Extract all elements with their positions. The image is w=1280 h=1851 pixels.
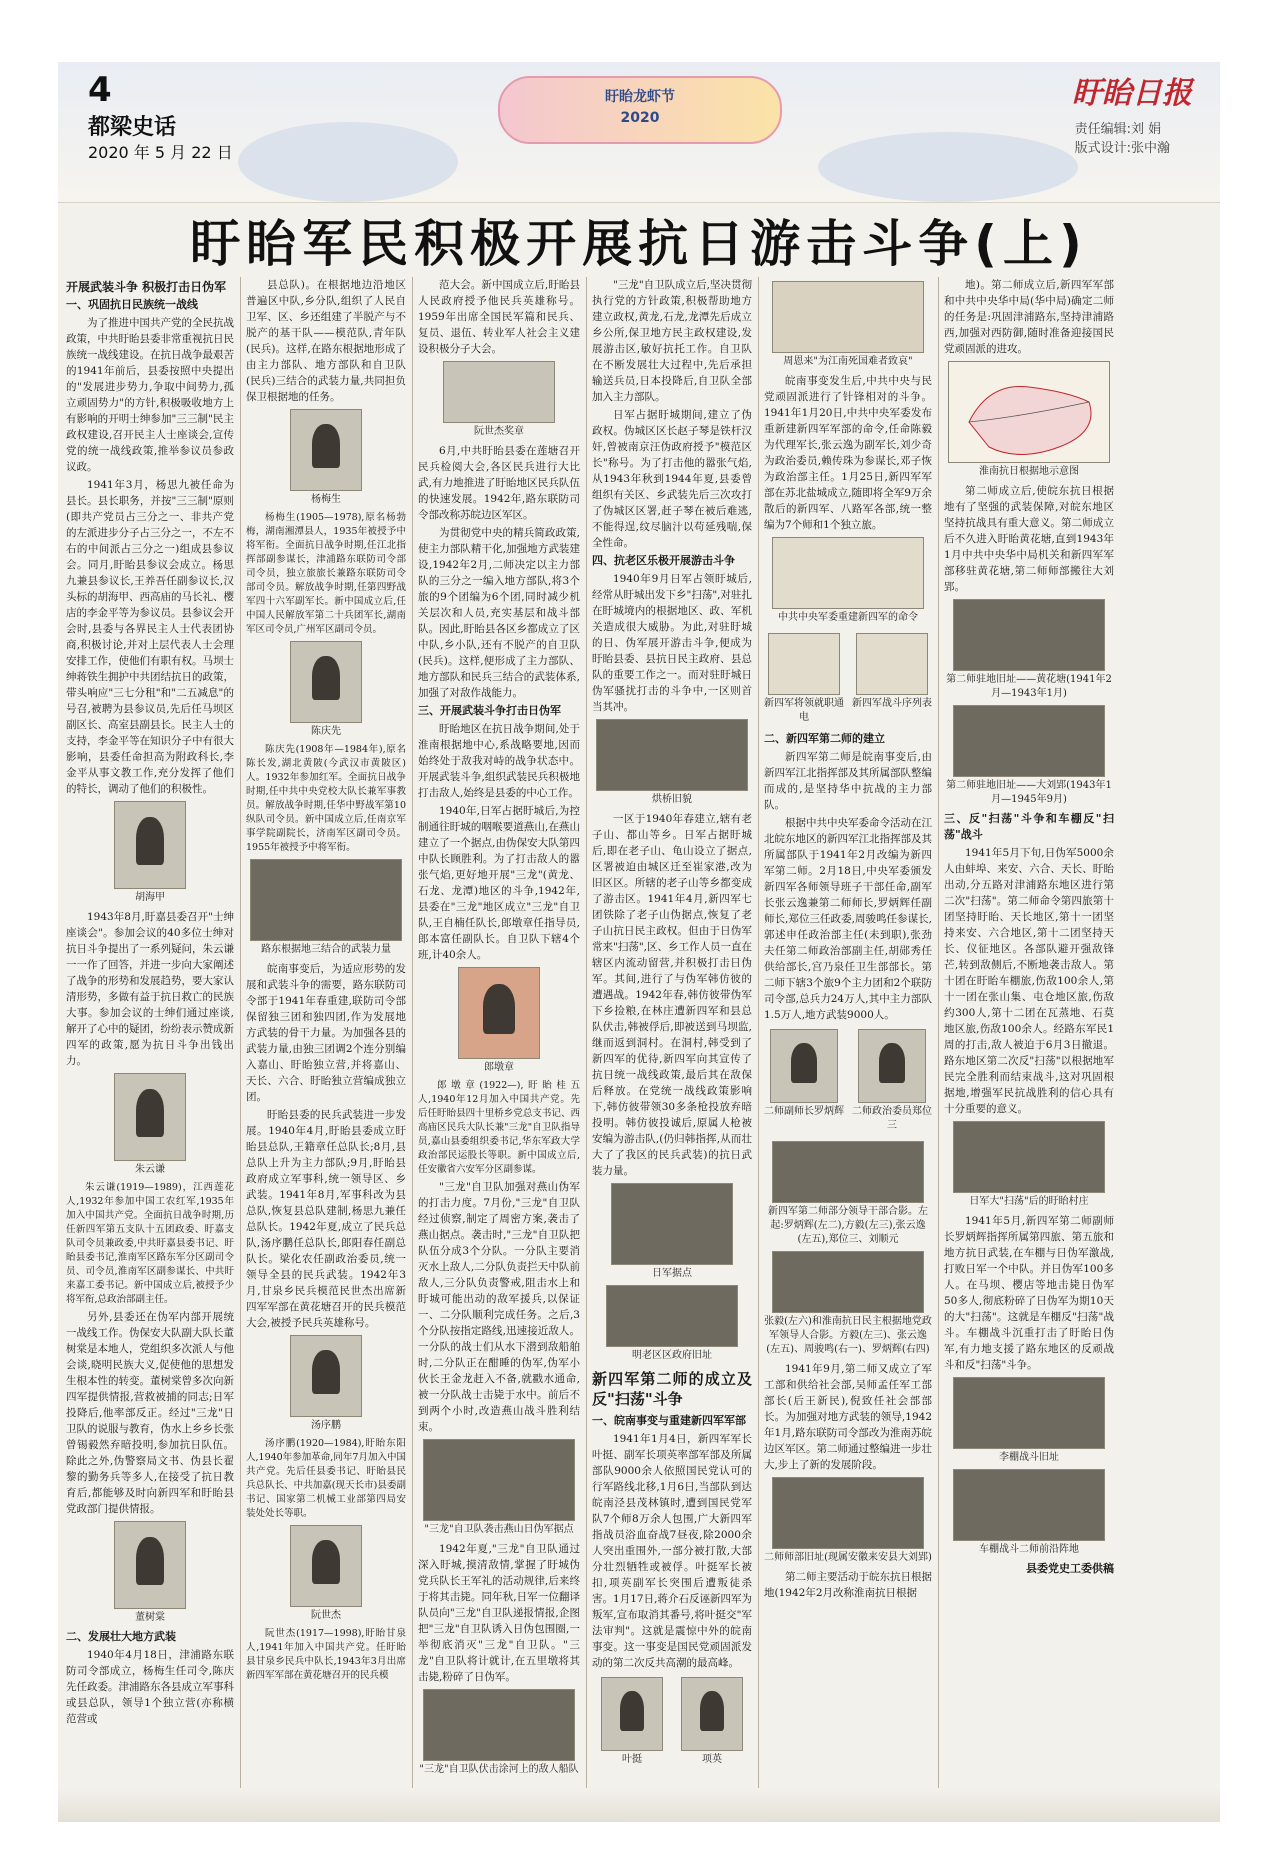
paragraph: 1941年5月下旬,日伪军5000余人由蚌埠、来安、六合、天长、盱眙出动,分五路对津浦路东地区进行第二次"扫荡"。第二师命令第四旅第十团坚持盱眙、天长地区,第十一团坚持来安、六合地区,第十二团坚持天长、仪征地区。各部队避开强敌锋芒,转到敌侧后,不断地袭击敌人。第十团在盱眙车棚旅,伤敌100余人,第十一团在张山集、屯仓地区旅,伤敌约300人,第十二团在瓦蒸地、石莫地区旅,伤敌100余人。经路东军民1周的打击,敌人被迫于6月3日撤退。路东地区第二次反"扫荡"以根据地军民完全胜利而结束战斗,这对巩固根据地,增强军民抗战胜利的信心具有十分重要的意义。 xyxy=(944,847,1114,1115)
footer-decoration xyxy=(58,1788,1220,1822)
section-heading: 开展武装斗争 积极打击日伪军 xyxy=(66,280,227,294)
column-rule xyxy=(758,277,759,1797)
document-photo xyxy=(856,633,928,695)
paragraph: 1941年9月,第二师又成立了军工部和供给社会部,吴师孟任军工部部长(后王新民),倪致任社会部部长。为加强对地方武装的领导,1942年1月,路东联防司令部改为淮南苏皖边区军区。第二师通过整编进一步壮大,步上了新的发展阶段。 xyxy=(764,1363,932,1471)
battle-photo xyxy=(423,1439,575,1521)
battle-site-photo xyxy=(953,1469,1105,1541)
photo-caption: 第二师驻地旧址——黄花塘(1941年2月—1943年1月) xyxy=(946,674,1112,699)
cloud-decoration xyxy=(238,122,458,202)
column-rule xyxy=(412,277,413,1797)
newspaper-clipping-photo xyxy=(772,281,924,353)
portrait-photo xyxy=(290,409,362,491)
subsection-heading: 二、发展壮大地方武装 xyxy=(66,1630,176,1643)
photo-caption: 中共中央军委重建新四军的命令 xyxy=(778,612,918,623)
layout-designer: 版式设计:张中瀚 xyxy=(1074,141,1170,156)
portrait-photo xyxy=(114,801,186,889)
document-pair xyxy=(764,629,932,729)
portrait-photo xyxy=(114,1521,186,1609)
paragraph: "三龙"自卫队加强对燕山伪军的打击力度。7月份,"三龙"自卫队经过侦察,制定了周密方案,袭击了燕山据点。袭击时,"三龙"自卫队把队伍分成3个分队。一分队主要消灭水上敌人,二分队负责拦天中队前敌人,三分队负责警戒,阻击水上和盱城可能出动的敌军援兵,以保证一、二分队顺利完成任务。之后,3个分队按指定路线,迅速接近敌人。一分队的战士们从水下潜到敌船舶时,二分队正在酣睡的伪军,伪军小伙长王金龙赶入不备,就戳水通命,被一分队战士击毙于水中。前后不到两个小时,改造燕山战斗胜利结束。 xyxy=(418,1181,580,1433)
subsection-heading: 一、巩固抗日民族统一战线 xyxy=(66,298,198,311)
document-item xyxy=(852,629,932,729)
paragraph: 范大会。新中国成立后,盱眙县人民政府授予他民兵英雄称号。1959年出席全国民军篇和民兵、复员、退伍、转业军人社会主义建设积极分子大会。 xyxy=(418,279,580,355)
photo-caption: 二师师部旧址(现属安徽来安县大刘郢) xyxy=(764,1552,932,1563)
editor-credits xyxy=(1075,120,1170,158)
column-rule xyxy=(938,277,939,1797)
photo-caption: 车棚战斗二师前沿阵地 xyxy=(979,1544,1079,1555)
portrait-photo xyxy=(458,967,540,1059)
paragraph: 日军占据盱城期间,建立了伪政权。伪城区区长赵子琴是铁杆汉奸,曾被南京汪伪政府授予"模范区长"称号。为了打击他的嚣张气焰,从1943年秋到1944年夏,县委曾组织有关区、乡武装先后三次攻打了伪城区区署,赶子琴在被后难逃,不能得逞,纹尽脑汁以苟延残喘,保全性命。 xyxy=(592,409,752,549)
subsection-heading: 一、皖南事变与重建新四军军部 xyxy=(592,1414,746,1427)
subsection-heading: 三、开展武装斗争打击日伪军 xyxy=(418,704,561,717)
photo-caption: 日军大"扫荡"后的盱眙村庄 xyxy=(969,1196,1089,1207)
paragraph: 6月,中共盱眙县委在莲塘召开民兵检阅大会,各区民兵进行大比武,有力地推进了盱眙地区民兵队伍的快速发展。1942年,路东联防司令部改称苏皖边区军区。 xyxy=(418,445,580,521)
article-column-3 xyxy=(418,277,580,1797)
medal-photo xyxy=(443,361,555,423)
photo-caption: "三龙"自卫队伏击涂河上的敌人船队 xyxy=(419,1764,579,1775)
banner-year: 2020 xyxy=(620,110,660,126)
photo-caption: 淮南抗日根据地示意图 xyxy=(979,466,1079,477)
paragraph: 第二师主要活动于皖东抗日根据地(1942年2月改称淮南抗日根据 xyxy=(764,1571,932,1599)
page-headline: 盱眙军民积极开展抗日游击斗争(上) xyxy=(190,215,1088,273)
portrait-photo xyxy=(114,1073,186,1161)
document-item xyxy=(764,629,844,729)
subsection-heading: 二、新四军第二师的建立 xyxy=(764,732,885,745)
portrait-photo xyxy=(290,1335,362,1417)
paragraph: 新四军第二师是皖南事变后,由新四军江北指挥部及其所属部队整编而成的,是坚持华中抗战的主力部队。 xyxy=(764,751,932,811)
document-photo xyxy=(772,537,924,609)
paragraph: 1941年1月4日，新四军军长叶挺、副军长项英率部军部及所属部队9000余人依照国民党认可的行军路线北移,1月6日,当部队到达皖南泾县茂林镇时,遭到国民党军队7个师8万余人包围,广大新四军指战员浴血奋战7昼夜,除2000余人突出重围外,一部分被打散,大部分壮烈牺牲或被俘。叶挺军长被扣,项英副军长突围后遭叛徒杀害。1月17日,蒋介石反诬新四军为叛军,宣布取消其番号,将叶挺交"军法审判"。这就是震惊中外的皖南事变。这一事变是国民党顽固派发动的第二次反共高潮的最高峰。 xyxy=(592,1433,752,1669)
banner-title: 盱眙龙虾节 xyxy=(605,89,675,105)
paragraph: 1940年9月日军占领盱城后,经常从盱城出发下乡"扫荡",对驻扎在盱城境内的根据地区、政、军机关造成很大威胁。为此,对驻盱城的日、伪军展开游击斗争,便成为盱眙县委、县抗日民主政府、县总队的重要工作之一。而对驻盱城日伪军骚扰打击的斗争中,一区则首当其冲。 xyxy=(592,573,752,713)
paragraph: 1943年8月,盱嘉县委召开"士绅座谈会"。参加会议的40多位士绅对抗日斗争提出了一系列疑问，朱云谦一一作了回答，并进一步向大家阐述了战争的形势和发展趋势，要大家认清形势，多做有益于抗日救亡的民族大事。参加会议的士绅们通过座谈,解开了心中的疑团，纷纷表示赞成新四军的政策,愿为抗日斗争出钱出力。 xyxy=(66,911,234,1067)
photo-caption: 郎墩章 xyxy=(484,1062,514,1073)
photo-caption: 第二师驻地旧址——大刘郢(1943年1月—1945年9月) xyxy=(946,780,1112,805)
paragraph: 地)。第二师成立后,新四军军部和中共中央华中局(华中局)确定二师的任务是:巩固津浦路东,坚持津浦路西,加强对西防御,随时准备迎接国民党顽固派的进攻。 xyxy=(944,279,1114,355)
site-photo xyxy=(953,705,1105,777)
paragraph: 为了推进中国共产党的全民抗战政策，中共盱眙县委非常重视抗日民族统一战线建设。在抗日战争最艰苦的1941年前后，县委按照中央提出的"发展进步势力,争取中间势力,孤立顽固势力"的方针,积极吸收地方上有影响的开明士绅参加"三三制"民主政权建设,召开民主人士座谈会,宣传党的统一战线政策,推举参议员参政议政。 xyxy=(66,317,234,473)
portrait-photo xyxy=(290,1525,362,1607)
paragraph: "三龙"自卫队成立后,坚决贯彻执行党的方针政策,积极帮助地方建立政权,黄龙,石龙,龙潭先后成立乡公所,保卫地方民主政权建设,发展游击区,敏好抗托工作。自卫队在不断发展壮大过程中,先后承担输送兵员,日本投降后,自卫队全部加入主力部队。 xyxy=(592,279,752,403)
bridge-photo xyxy=(596,719,748,791)
section-heading: 新四军第二师的成立及反"扫荡"斗争 xyxy=(592,1370,752,1408)
responsible-editor: 责任编辑:刘 娟 xyxy=(1074,122,1162,137)
paragraph: 县总队)。在根据地边沿地区普遍区中队,乡分队,组织了人民自卫军、区、乡还组建了半脱产与不脱产的基干队——模范队,青年队(民兵)。这样,在路东根据地形成了由主力部队、地方部队和自卫队(民兵)三结合的武装力量,共同担负保卫根据地的任务。 xyxy=(246,279,406,403)
portrait-photo xyxy=(290,641,362,723)
biography: 杨梅生(1905—1978),原名杨勃梅，湖南湘潭县人，1935年被授予中将军衔。全面抗日战争时期,任江北指挥部副参谋长，津浦路东联防司令部司令员，独立旅旅长兼路东联防司令部司令员。解放战争时期,任第四野战军四十六军副军长。新中国成立后,任中国人民解放军第二十兵团军长,湖南军区司令员,广州军区副司令员。 xyxy=(246,512,406,635)
group-photo xyxy=(772,1141,924,1203)
paragraph: 盱眙县委的民兵武装进一步发展。1940年4月,盱眙县委成立盱眙县总队,王籍章任总队长;8月,县总队上升为主力部队;9月,盱眙县政府成立军事科,统一领导区、乡武装。1941年8月,军事科改为县总队,恢复县总队建制,杨思九兼任总队长。1942年夏,成立了民兵总队,汤序鹏任总队长,郎阳春任副总队长。梁化农任副政治委员,统一领导全县的民兵武装。1942年3月,甘泉乡民兵模范民世杰出席新四军军部在黄花塘召开的民兵模范大会,被授予民兵英雄称号。 xyxy=(246,1109,406,1329)
paragraph: 皖南事变后，为适应形势的发展和武装斗争的需要，路东联防司令部于1941年春重建,联防司令部保留独三团和独四团,作为发展地方武装的骨干力量。为加强各县的武装力量,由独三团调2个连分别编入嘉山、盱眙独立营,并将嘉山、天长、六合、盱眙独立营编成独立团。 xyxy=(246,963,406,1103)
photo-caption: 新四军第二师部分领导干部合影。左起:罗炳辉(左二),方毅(左三),张云逸(左五),郑位三、刘顺元 xyxy=(768,1206,928,1245)
cloud-decoration xyxy=(818,132,1078,202)
portrait-photo xyxy=(601,1677,663,1751)
photo-caption: 新四军战斗序列表 xyxy=(852,698,932,709)
photo-caption: 阮世杰奖章 xyxy=(474,426,524,437)
paragraph: 一区于1940年春建立,辖有老子山、都山等乡。日军占据盱城后,即在老子山、龟山设立了据点,区署被迫由城区迁至崔家港,改为旧区区。所辖的老子山等乡都变成了游击区。1941年4月,新四军七团铁除了老子山伪据点,恢复了老子山抗日民主政权。但由于日伪军常来"扫荡",区、乡工作人员一直在辖区内流动留营,并积极打击日伪军。其间,进行了与伪军韩仿彼的遭遇战。1942年春,韩仿彼带伪军下乡捡粮,在林庄遭新四军和县总队伏击,韩被俘后,即被送到马坝监,继而返到洞村。在洞村,韩受到了新四军的优待,新四军向其宣传了抗日统一战线政策,最后其在敌保后释放。在党统一战线政策影响下,韩仿彼带领30多条枪投放弃暗投明。韩仿彼投诚后,原属人枪被安编为游击队,(仍归韩指挥,从而壮大了了我区的民兵武装)的抗日武装力量。 xyxy=(592,813,752,1177)
photo-caption: 陈庆先 xyxy=(311,726,341,737)
paragraph: 另外,县委还在伪军内部开展统一战线工作。伪保安大队副大队长董树棠是本地人，党组织多次派人与他会谈,晓明民族大义,促使他的思想发生根本性的转变。董树棠曾多次向新四军提供情报,营救被捕的同志;日军投降后,他率部反正。经过"三龙"日卫队的说服与教育，伪水上乡乡长张曾锡毅然弃暗投明,参加抗日队伍。除此之外,伪警察局文书、伪县长翟黎的勤务兵等多人,在接受了抗日教育后,都能够及时向新四军和盱眙县党政部门提供情报。 xyxy=(66,1311,234,1515)
headquarters-photo xyxy=(772,1477,924,1549)
group-photo xyxy=(250,859,402,941)
subsection-heading: 三、反"扫荡"斗争和车棚反"扫荡"战斗 xyxy=(944,812,1114,841)
photo-caption: 新四军将领就职通电 xyxy=(764,698,844,723)
photo-caption: 叶挺 xyxy=(622,1754,642,1765)
article-column-6 xyxy=(944,277,1114,1797)
photo-caption: 张毅(左六)和淮南抗日民主根据地党政军领导人合影。方毅(左三)、张云逸(左五)、周骏鸣(右一)、罗炳辉(右四) xyxy=(764,1316,932,1355)
site-photo xyxy=(953,599,1105,671)
document-photo xyxy=(768,633,840,695)
portrait-photo xyxy=(770,1029,838,1103)
paragraph: 1940年4月18日，津浦路东联防司令部成立，杨梅生任司令,陈庆先任政委。津浦路东各县成立军事科或县总队，领导1个独立营(亦称横范营或 xyxy=(66,1649,234,1725)
photo-caption: 明老区区政府旧址 xyxy=(632,1350,712,1361)
region-map xyxy=(948,361,1110,463)
article-column-4 xyxy=(592,277,752,1797)
portrait-photo xyxy=(858,1029,926,1103)
paragraph: 1940年,日军占据盱城后,为控制通往盱城的咽喉要道燕山,在燕山建立了一个据点,由伪保安大队第四中队长顾胜利。为了打击敌人的嚣张气焰,更好地开展"三龙"(黄龙、石龙、龙潭)地区的斗争,1942年,县委在"三龙"地区成立"三龙"自卫队,王自楠任队长,郎墩章任指导员,郎本富任副队长。自卫队下辖4个班,计40余人。 xyxy=(418,805,580,961)
portrait-item xyxy=(681,1673,743,1771)
photo-caption: 周恩来"为江南死国难者致哀" xyxy=(783,356,913,367)
portrait-photo xyxy=(681,1677,743,1751)
festival-banner xyxy=(498,76,782,144)
paragraph: 1941年5月,新四军第二师副师长罗炳辉指挥所属第四旅、第五旅和地方抗日武装,在车棚与日伪军激战,打败日军一个中队。并日伪军100多人。在马坝、樱店等地击毙日伪军50多人,彻底粉碎了日伪军为期10天的大"扫荡"。这就是车棚反"扫荡"战斗。车棚战斗沉重打击了盱眙日伪军,有力地支援了路东地区的反顽战斗和反"扫荡"斗争。 xyxy=(944,1215,1114,1371)
article-column-5 xyxy=(764,277,932,1797)
column-rule xyxy=(240,277,241,1797)
paragraph: 盱眙地区在抗日战争期间,处于淮南根据地中心,系战略要地,因而始终处于敌我对峙的战争状态中。开展武装斗争,组织武装民兵积极地打击敌人,始终是县委的中心工作。 xyxy=(418,723,580,799)
photo-caption: 日军据点 xyxy=(652,1268,692,1279)
newspaper-page xyxy=(58,62,1220,1822)
photo-caption: 路东根据地三结合的武装力量 xyxy=(261,944,391,955)
article-column-1 xyxy=(66,277,234,1797)
newspaper-masthead: 盱眙日报 xyxy=(1072,76,1192,111)
biography: 陈庆先(1908年—1984年),原名陈长发,湖北黄陂(今武汉市黄陂区)人。1932年参加红军。全面抗日战争时期,任中共中央党校大队长兼军事教员。解放战争时期,任华中野战军第10纵队司令员。新中国成立后,任南京军事学院副院长，济南军区副司令员。1955年被授予中将军衔。 xyxy=(246,744,406,853)
photo-caption: 汤序鹏 xyxy=(311,1420,341,1431)
paragraph: 皖南事变发生后,中共中央与民党顽固派进行了针锋相对的斗争。1941年1月20日,中共中央军委发布重新建新四军军部的命令,任命陈毅为代理军长,张云逸为副军长,刘少奇为政治委员,赖传珠为参谋长,邓子恢为政治部主任。1月25日,新四军军部在苏北盐城成立,随即将全军9万余散后的新四军、八路军各部,统一整编为7个师和1个独立旅。 xyxy=(764,375,932,531)
paragraph: 1942年夏,"三龙"自卫队通过深入盱城,摸清敌情,掌握了盱城伪党兵队长王军礼的活动规律,后来终于将其击毙。同年秋,日军一位翻译队员向"三龙"自卫队递报情报,企图把"三龙"自卫队诱入日伪包围圈,一举彻底消灭"三龙"自卫队。"三龙"自卫队将计就计,在五里墩将其击毙,粉碎了日伪军。 xyxy=(418,1543,580,1683)
photo-caption: 朱云谦 xyxy=(135,1164,165,1175)
paragraph: 第二师成立后,使皖东抗日根据地有了坚强的武装保障,对皖东地区坚持抗战具有重大意义。第二师成立后不久进入盱眙黄花塘,直到1943年1月中共中央华中局机关和新四军军部移驻黄花塘,第二师师部搬往大刘郢。 xyxy=(944,485,1114,593)
photo-caption: 胡海甲 xyxy=(135,892,165,903)
subsection-heading: 四、抗老区乐极开展游击斗争 xyxy=(592,554,735,567)
article-column-2 xyxy=(246,277,406,1797)
photo-caption: 阮世杰 xyxy=(311,1610,341,1621)
photo-caption: 项英 xyxy=(702,1754,722,1765)
page-number: 4 xyxy=(88,70,112,110)
photo-caption: 杨梅生 xyxy=(311,494,341,505)
battle-photo xyxy=(423,1689,575,1761)
photo-caption: "三龙"自卫队袭击燕山日伪军据点 xyxy=(424,1524,574,1535)
battle-site-photo xyxy=(953,1377,1105,1449)
photo-caption: 二师政治委员郑位三 xyxy=(852,1106,932,1131)
publication-date: 2020 年 5 月 22 日 xyxy=(88,143,233,162)
paragraph: 为贯彻党中央的精兵简政政策,使主力部队精干化,加强地方武装建设,1942年2月,二师决定以主力部队的三分之一编入地方部队,将3个旅的9个团编为6个团,同时减少机关层次和人员,充实基层和战斗部队。因此,盱眙县各区乡都成立了区中队,乡小队,还有不脱产的自卫队(民兵)。这样,便形成了主力部队、地方部队和民兵三结合的武装体系,加强了对敌作战能力。 xyxy=(418,527,580,699)
stronghold-photo xyxy=(611,1183,733,1265)
column-rule xyxy=(586,277,587,1797)
paragraph: 1941年3月，杨思九被任命为县长。县长职务，并按"三三制"原则(即共产党员占三分之一、非共产党的左派进步分子占三分之一，不左不右的中间派占三分之一)组成县参议会。同月,盱眙县参议会成立。杨思九兼县参议长,王养吾任副参议长,汉头标的胡海甲、西高庙的马长礼、樱店的李金平等为参议员。县参议会开会时,县委与各界民主人士代表团协商,积极讨论,并对上层代表人士会理安排工作，使他们有职有权。马坝士绅蒋铁生拥护中共团结抗日的政策，带头响应"三七分租"和"二五减息"的号召,被聘为县参议员,先后任马坝区副区长、高室县副县长。民主人士的支持，李金平等在知识分子中有很大影响，县委任命担高为附政科长,李金平从事文教工作,充分发挥了他们的特长，调动了他们的积极性。 xyxy=(66,479,234,795)
portrait-item xyxy=(601,1673,663,1771)
government-site-photo xyxy=(606,1285,738,1347)
paragraph: 根据中共中央军委命令活动在江北皖东地区的新四军江北指挥部及其所属部队于1941年2月改编为新四军第二师。2月18日,中央军委颁发新四军各师领导班子干部任命,副军长张云逸兼第二师师长,罗炳辉任副师长,郑位三任政委,周骏鸣任参谋长,郭述申任政治部主任(未到职),张劲夫任第二师政治部副主任,胡郧秀任供给部长,宫乃泉任卫生部部长。第二师下辖3个旅9个主力团和2个联防司令部,总兵力24万人,其中主力部队1.5万人,地方武装9000人。 xyxy=(764,817,932,1021)
photo-caption: 二师副师长罗炳辉 xyxy=(764,1106,844,1117)
photo-caption: 董树棠 xyxy=(135,1612,165,1623)
village-photo xyxy=(953,1121,1105,1193)
section-name: 都梁史话 xyxy=(88,114,177,140)
portrait-pair xyxy=(592,1673,752,1771)
group-photo xyxy=(772,1251,924,1313)
article-source: 县委党史工委供稿 xyxy=(1026,1562,1114,1575)
photo-caption: 李棚战斗旧址 xyxy=(999,1452,1059,1463)
map-outline-icon xyxy=(949,362,1109,462)
portrait-item xyxy=(764,1025,844,1137)
biography: 朱云谦(1919—1989)，江西莲花人,1932年参加中国工农红军,1935年加入中国共产党。全面抗日战争时期,历任新四军第五支队十五团政委、盱嘉支队司令员兼政委,中共盱嘉县委书记、盱眙县委书记,淮南军区路东军分区副司令员、司令员,淮南军区副参谋长、中共盱来嘉工委书记。新中国成立后,被授予少将军衔,总政治部副主任。 xyxy=(66,1182,234,1305)
photo-caption: 烘桥旧貌 xyxy=(652,794,692,805)
portrait-pair xyxy=(764,1025,932,1137)
biography: 郎墩章(1922—),盱眙桂五人,1940年12月加入中国共产党。先后任盱眙县四十里桥乡党总支书记、西高庙区民兵大队长兼"三龙"自卫队指导员,嘉山县委组织委书记,华东军政大学政治部民运股长等职。新中国成立后,任安徽省六安军分区副参谋。 xyxy=(418,1080,580,1175)
biography: 汤序鹏(1920—1984),盱眙东阳人,1940年参加革命,同年7月加入中国共产党。先后任县委书记、盱眙县民兵总队长、中共加嘉(现天长市)县委副书记、国家第二机械工业部第四局安装处处长等职。 xyxy=(246,1438,406,1519)
portrait-item xyxy=(852,1025,932,1137)
page-header xyxy=(58,62,1220,203)
biography: 阮世杰(1917—1998),盱眙甘泉人,1941年加入中国共产党。任盱眙县甘泉乡民兵中队长,1943年3月出席新四军军部在黄花塘召开的民兵模 xyxy=(246,1628,406,1681)
